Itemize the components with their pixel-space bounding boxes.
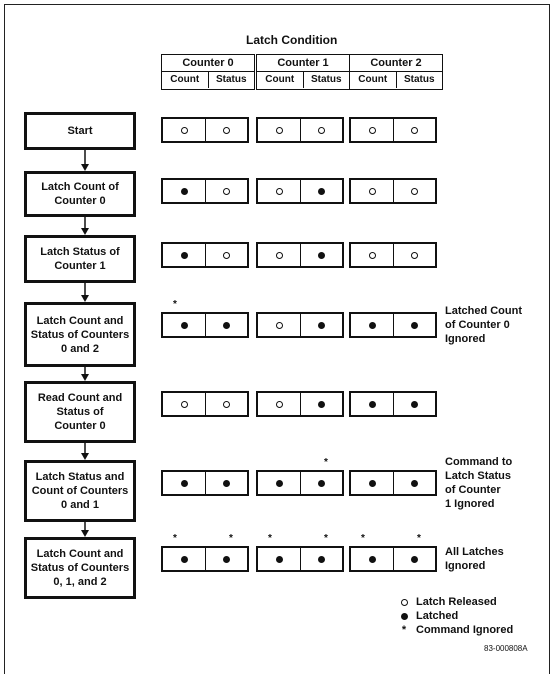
- released-circle-icon: [318, 127, 325, 134]
- command-ignored-star-icon: *: [401, 624, 407, 636]
- latched-dot-icon: [181, 480, 188, 487]
- counter-col-count: Count: [265, 74, 295, 85]
- count-latch: [163, 472, 205, 494]
- status-latch: [205, 472, 247, 494]
- count-latch: [351, 244, 393, 266]
- count-latch: [163, 314, 205, 336]
- latched-dot-icon: [276, 556, 283, 563]
- released-circle-icon: [181, 401, 188, 408]
- flow-arrowhead-icon: [81, 164, 89, 171]
- latch-cell: [161, 546, 249, 572]
- latch-cell: [349, 178, 437, 204]
- status-latch: [300, 119, 342, 141]
- status-latch: [393, 472, 435, 494]
- legend-label: Latch Released: [416, 596, 497, 608]
- status-latch: [393, 314, 435, 336]
- status-latch: [393, 180, 435, 202]
- latched-dot-icon: [223, 480, 230, 487]
- step-box-5: Latch Status and Count of Counters 0 and 1: [24, 460, 136, 522]
- count-latch: [163, 180, 205, 202]
- latched-dot-icon: [411, 556, 418, 563]
- count-latch: [351, 180, 393, 202]
- command-ignored-star-icon: *: [173, 533, 177, 544]
- latched-dot-icon: [181, 188, 188, 195]
- row-note: Latched Count of Counter 0 Ignored: [445, 305, 522, 345]
- latch-cell: [349, 117, 437, 143]
- count-latch: [163, 244, 205, 266]
- step-box-6: Latch Count and Status of Counters 0, 1, and 2: [24, 537, 136, 599]
- command-ignored-star-icon: *: [229, 533, 233, 544]
- status-latch: [300, 472, 342, 494]
- command-ignored-star-icon: *: [324, 457, 328, 468]
- legend-label: Latched: [416, 610, 459, 622]
- latched-dot-icon: [398, 613, 410, 620]
- status-latch: [205, 119, 247, 141]
- count-latch: [163, 393, 205, 415]
- released-circle-icon: [411, 188, 418, 195]
- latched-dot-icon: [276, 480, 283, 487]
- counter-col-count: Count: [358, 74, 388, 85]
- latched-dot-icon: [318, 556, 325, 563]
- latch-cell: [161, 117, 249, 143]
- released-circle-icon: [276, 322, 283, 329]
- legend-item: [398, 595, 513, 609]
- command-ignored-star-icon: *: [173, 299, 177, 310]
- count-latch: [351, 472, 393, 494]
- latch-cell: [349, 242, 437, 268]
- count-latch: [163, 548, 205, 570]
- status-latch: [393, 393, 435, 415]
- figure-code: 83-000808A: [484, 644, 528, 653]
- released-circle-icon: [276, 188, 283, 195]
- count-latch: [258, 244, 300, 266]
- command-ignored-star-icon: *: [361, 533, 365, 544]
- latch-cell: [256, 178, 344, 204]
- latch-cell: [161, 178, 249, 204]
- count-latch: [351, 548, 393, 570]
- released-circle-icon: [223, 127, 230, 134]
- released-circle-icon: [276, 252, 283, 259]
- released-circle-icon: [398, 599, 410, 606]
- step-box-0: Start: [24, 112, 136, 150]
- status-latch: [205, 180, 247, 202]
- step-box-2: Latch Status of Counter 1: [24, 235, 136, 283]
- count-latch: [163, 119, 205, 141]
- command-ignored-star-icon: *: [268, 533, 272, 544]
- latched-dot-icon: [181, 322, 188, 329]
- step-box-3: Latch Count and Status of Counters 0 and 2: [24, 302, 136, 367]
- latch-cell: [256, 470, 344, 496]
- counter-col-status: Status: [208, 72, 255, 88]
- flow-arrowhead-icon: [81, 374, 89, 381]
- latched-dot-icon: [369, 322, 376, 329]
- latched-dot-icon: [318, 322, 325, 329]
- count-latch: [258, 548, 300, 570]
- legend-item: [398, 609, 513, 623]
- latched-dot-icon: [318, 480, 325, 487]
- status-latch: [300, 314, 342, 336]
- command-ignored-star-icon: *: [417, 533, 421, 544]
- counter-name: Counter 0: [162, 55, 254, 72]
- count-latch: [258, 314, 300, 336]
- flow-arrowhead-icon: [81, 530, 89, 537]
- status-latch: [300, 548, 342, 570]
- released-circle-icon: [411, 252, 418, 259]
- latched-dot-icon: [369, 480, 376, 487]
- status-latch: [393, 548, 435, 570]
- released-circle-icon: [369, 252, 376, 259]
- released-circle-icon: [276, 401, 283, 408]
- released-circle-icon: [369, 127, 376, 134]
- legend-dot: [401, 599, 408, 606]
- latched-dot-icon: [411, 322, 418, 329]
- legend-item: [398, 623, 513, 637]
- command-ignored-star-icon: *: [324, 533, 328, 544]
- count-latch: [351, 119, 393, 141]
- latched-dot-icon: [411, 480, 418, 487]
- latch-cell: [349, 391, 437, 417]
- legend: [398, 595, 513, 637]
- latched-dot-icon: [318, 188, 325, 195]
- released-circle-icon: [369, 188, 376, 195]
- latched-dot-icon: [223, 322, 230, 329]
- count-latch: [351, 393, 393, 415]
- legend-dot: [401, 613, 408, 620]
- status-latch: [205, 393, 247, 415]
- latch-cell: [256, 391, 344, 417]
- count-latch: [258, 472, 300, 494]
- flow-arrowhead-icon: [81, 453, 89, 460]
- released-circle-icon: [223, 252, 230, 259]
- status-latch: [393, 244, 435, 266]
- counter-name: Counter 2: [350, 55, 442, 72]
- latch-cell: [256, 312, 344, 338]
- counter-col-status: Status: [396, 72, 443, 88]
- row-note: Command to Latch Status of Counter 1 Ignored: [445, 456, 513, 510]
- latch-cell: [256, 546, 344, 572]
- latched-dot-icon: [223, 556, 230, 563]
- latched-dot-icon: [369, 401, 376, 408]
- status-latch: [300, 180, 342, 202]
- released-circle-icon: [181, 127, 188, 134]
- status-latch: [205, 314, 247, 336]
- row-note: All Latches Ignored: [445, 546, 504, 572]
- latch-cell: [349, 312, 437, 338]
- step-box-4: Read Count and Status of Counter 0: [24, 381, 136, 443]
- latched-dot-icon: [181, 252, 188, 259]
- latch-cell: [161, 391, 249, 417]
- latch-cell: [256, 117, 344, 143]
- latch-cell: [161, 242, 249, 268]
- count-latch: [258, 119, 300, 141]
- latch-cell: [161, 470, 249, 496]
- count-latch: [258, 393, 300, 415]
- count-latch: [258, 180, 300, 202]
- latch-cell: [349, 546, 437, 572]
- counter-name: Counter 1: [257, 55, 349, 72]
- flow-arrowhead-icon: [81, 228, 89, 235]
- status-latch: [205, 548, 247, 570]
- step-box-1: Latch Count of Counter 0: [24, 171, 136, 217]
- latched-dot-icon: [411, 401, 418, 408]
- legend-label: Command Ignored: [416, 624, 514, 636]
- status-latch: [300, 393, 342, 415]
- released-circle-icon: [223, 401, 230, 408]
- latched-dot-icon: [181, 556, 188, 563]
- status-latch: [393, 119, 435, 141]
- latch-cell: [349, 470, 437, 496]
- counter-col-count: Count: [170, 74, 200, 85]
- latched-dot-icon: [318, 401, 325, 408]
- diagram-title: Latch Condition: [246, 33, 338, 47]
- released-circle-icon: [411, 127, 418, 134]
- latch-cell: [161, 312, 249, 338]
- status-latch: [300, 244, 342, 266]
- status-latch: [205, 244, 247, 266]
- count-latch: [351, 314, 393, 336]
- latched-dot-icon: [369, 556, 376, 563]
- flow-arrowhead-icon: [81, 295, 89, 302]
- latch-cell: [256, 242, 344, 268]
- released-circle-icon: [223, 188, 230, 195]
- counter-col-status: Status: [303, 72, 350, 88]
- released-circle-icon: [276, 127, 283, 134]
- latched-dot-icon: [318, 252, 325, 259]
